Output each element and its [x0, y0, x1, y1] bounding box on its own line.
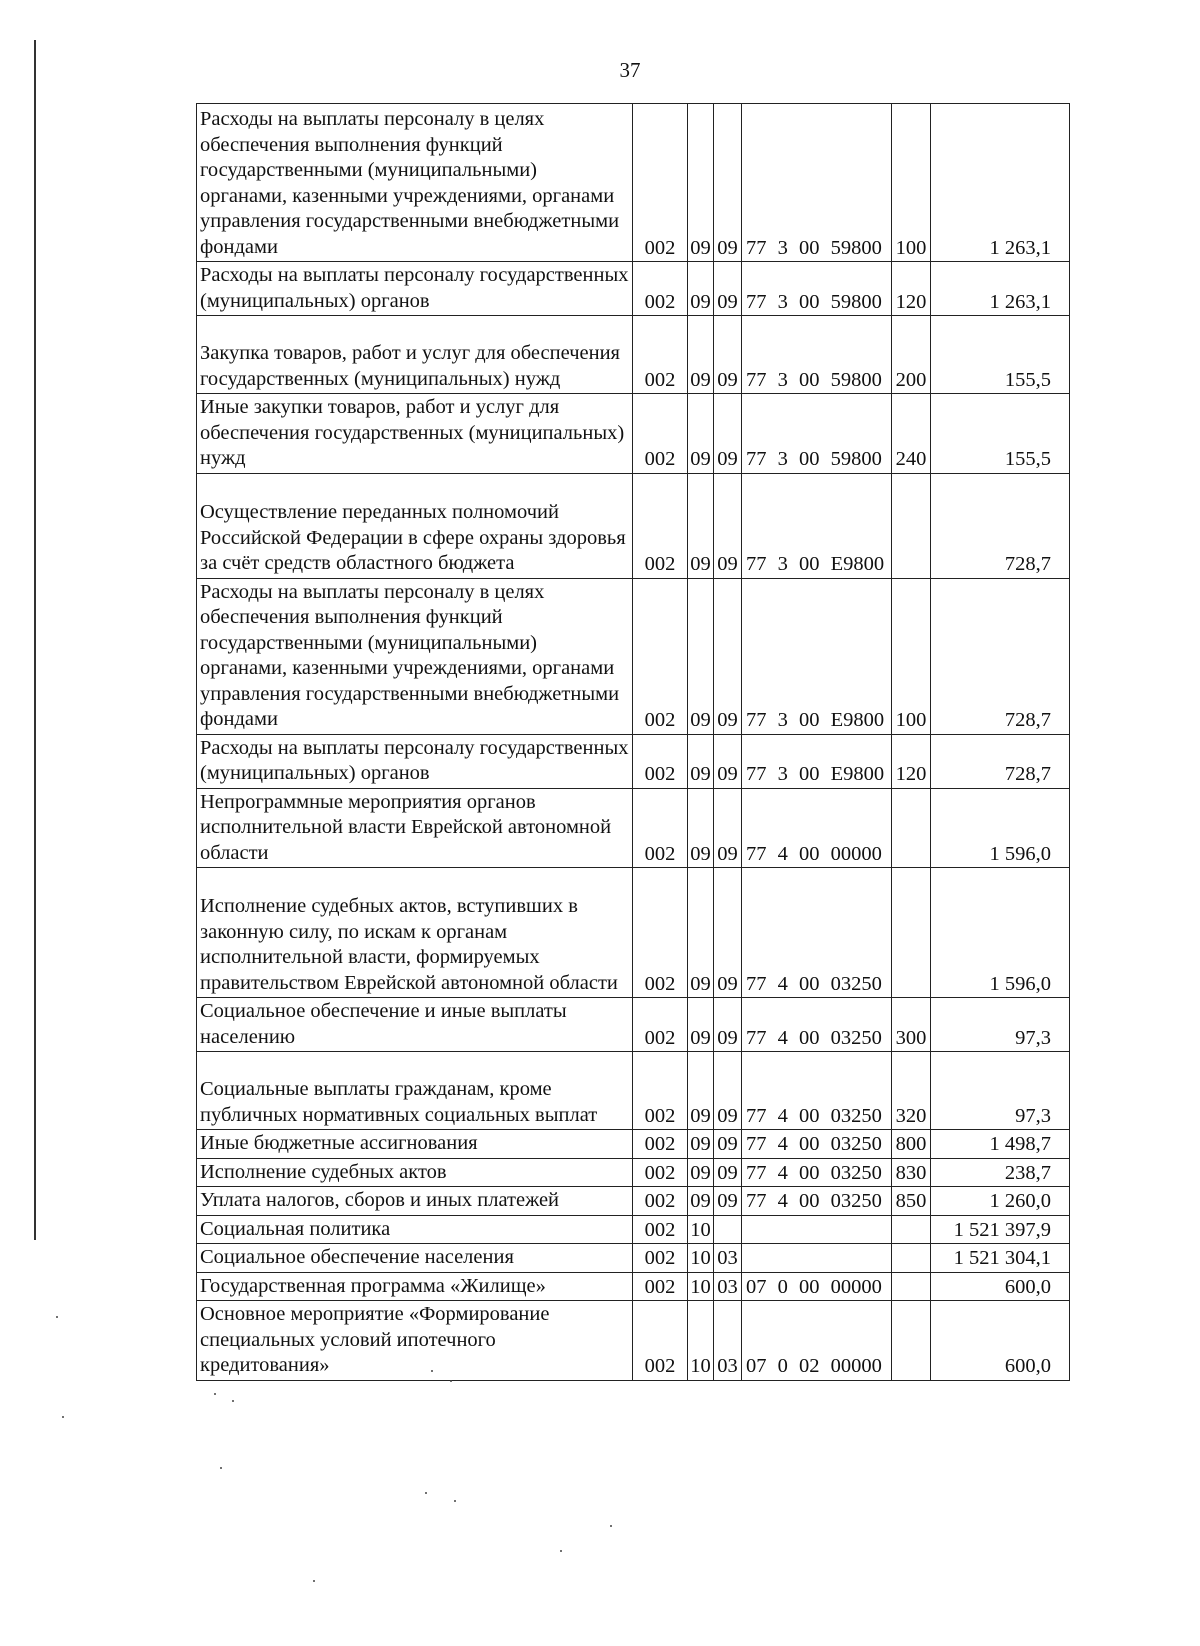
row-expense-type: 320	[892, 1052, 931, 1130]
row-ministry-code: 002	[633, 734, 688, 788]
row-name: Исполнение судебных актов	[197, 1158, 633, 1187]
table-row	[197, 998, 1070, 1052]
row-ministry-code: 002	[633, 262, 688, 316]
row-name: Социальная политика	[197, 1215, 633, 1244]
row-section-code: 09	[688, 394, 714, 474]
row-section-code: 09	[688, 104, 714, 262]
row-sum: 600,0	[931, 1272, 1070, 1301]
row-ministry-code: 002	[633, 1215, 688, 1244]
scan-speck	[450, 1380, 452, 1382]
row-target-article: 77 4 00 03250	[742, 998, 892, 1052]
row-sum: 1 596,0	[931, 868, 1070, 998]
table-row	[197, 1130, 1070, 1159]
row-subsection-code: 09	[714, 1130, 742, 1159]
table-row	[197, 1052, 1070, 1130]
row-target-article: 07 0 02 00000	[742, 1301, 892, 1381]
row-expense-type: 830	[892, 1158, 931, 1187]
row-subsection-code: 09	[714, 868, 742, 998]
row-section-code: 10	[688, 1244, 714, 1273]
row-ministry-code: 002	[633, 473, 688, 578]
row-target-article: 77 4 00 03250	[742, 1187, 892, 1216]
row-expense-type: 850	[892, 1187, 931, 1216]
row-sum: 728,7	[931, 734, 1070, 788]
row-ministry-code: 002	[633, 104, 688, 262]
row-section-code: 09	[688, 998, 714, 1052]
row-name: Расходы на выплаты персоналу государственных (муниципальных) органов	[197, 262, 633, 316]
table-row	[197, 1244, 1070, 1273]
row-section-code: 09	[688, 1158, 714, 1187]
table-row	[197, 104, 1070, 262]
row-target-article: 77 3 00 E9800	[742, 734, 892, 788]
table-row	[197, 262, 1070, 316]
budget-table	[196, 103, 1070, 1381]
table-row	[197, 734, 1070, 788]
page-number: 37	[619, 58, 641, 82]
scan-speck	[610, 1525, 612, 1527]
row-target-article: 77 4 00 03250	[742, 1052, 892, 1130]
row-name: Расходы на выплаты персоналу государственных (муниципальных) органов	[197, 734, 633, 788]
scan-speck	[431, 1370, 433, 1372]
scan-speck	[56, 1316, 58, 1318]
table-row	[197, 1187, 1070, 1216]
row-expense-type: 800	[892, 1130, 931, 1159]
row-sum: 1 263,1	[931, 262, 1070, 316]
table-row	[197, 1215, 1070, 1244]
row-ministry-code: 002	[633, 1301, 688, 1381]
row-ministry-code: 002	[633, 1187, 688, 1216]
row-expense-type	[892, 788, 931, 868]
binding-edge-line	[34, 40, 36, 1240]
row-target-article	[742, 1244, 892, 1273]
row-expense-type: 120	[892, 262, 931, 316]
row-expense-type	[892, 1244, 931, 1273]
row-target-article: 77 3 00 E9800	[742, 578, 892, 734]
row-name: Непрограммные мероприятия органов исполнительной власти Еврейской автономной области	[197, 788, 633, 868]
row-section-code: 09	[688, 1187, 714, 1216]
row-sum: 155,5	[931, 316, 1070, 394]
table-row	[197, 1272, 1070, 1301]
row-target-article: 77 4 00 00000	[742, 788, 892, 868]
row-expense-type: 240	[892, 394, 931, 474]
row-name: Осуществление переданных полномочий Российской Федерации в сфере охраны здоровья за счёт средств областного бюджета	[197, 473, 633, 578]
row-expense-type: 100	[892, 104, 931, 262]
row-expense-type: 120	[892, 734, 931, 788]
row-target-article: 77 3 00 59800	[742, 394, 892, 474]
row-subsection-code: 09	[714, 788, 742, 868]
scan-speck	[454, 1500, 456, 1502]
row-target-article: 77 3 00 E9800	[742, 473, 892, 578]
row-sum: 97,3	[931, 998, 1070, 1052]
row-subsection-code: 09	[714, 734, 742, 788]
table-row	[197, 394, 1070, 474]
table-row	[197, 1158, 1070, 1187]
table-row	[197, 473, 1070, 578]
row-ministry-code: 002	[633, 578, 688, 734]
row-sum: 155,5	[931, 394, 1070, 474]
row-target-article: 77 3 00 59800	[742, 316, 892, 394]
row-expense-type: 200	[892, 316, 931, 394]
row-name: Социальное обеспечение и иные выплаты населению	[197, 998, 633, 1052]
scan-speck	[220, 1467, 222, 1469]
row-subsection-code	[714, 1215, 742, 1244]
row-name: Расходы на выплаты персоналу в целях обеспечения выполнения функций государственными (муниципальными) органами, казенными учреждениями, органами управления государственными внебюджетными фондами	[197, 104, 633, 262]
table-row	[197, 1301, 1070, 1381]
row-ministry-code: 002	[633, 868, 688, 998]
row-name: Основное мероприятие «Формирование специальных условий ипотечного кредитования»	[197, 1301, 633, 1381]
row-subsection-code: 03	[714, 1244, 742, 1273]
scan-speck	[214, 1393, 216, 1395]
row-section-code: 09	[688, 316, 714, 394]
scan-speck	[313, 1580, 315, 1582]
row-subsection-code: 09	[714, 1052, 742, 1130]
row-expense-type	[892, 473, 931, 578]
table-row	[197, 316, 1070, 394]
row-section-code: 09	[688, 262, 714, 316]
row-subsection-code: 09	[714, 1187, 742, 1216]
scan-speck	[232, 1400, 234, 1402]
row-section-code: 09	[688, 788, 714, 868]
row-ministry-code: 002	[633, 394, 688, 474]
row-sum: 600,0	[931, 1301, 1070, 1381]
row-sum: 1 260,0	[931, 1187, 1070, 1216]
row-ministry-code: 002	[633, 1130, 688, 1159]
row-subsection-code: 09	[714, 998, 742, 1052]
row-section-code: 09	[688, 868, 714, 998]
row-sum: 97,3	[931, 1052, 1070, 1130]
row-sum: 728,7	[931, 578, 1070, 734]
row-target-article: 07 0 00 00000	[742, 1272, 892, 1301]
row-ministry-code: 002	[633, 788, 688, 868]
row-ministry-code: 002	[633, 1158, 688, 1187]
row-ministry-code: 002	[633, 316, 688, 394]
row-expense-type: 100	[892, 578, 931, 734]
row-expense-type	[892, 868, 931, 998]
row-ministry-code: 002	[633, 1272, 688, 1301]
row-target-article: 77 3 00 59800	[742, 104, 892, 262]
row-name: Уплата налогов, сборов и иных платежей	[197, 1187, 633, 1216]
row-sum: 1 521 304,1	[931, 1244, 1070, 1273]
row-subsection-code: 09	[714, 394, 742, 474]
row-subsection-code: 09	[714, 104, 742, 262]
row-name: Иные бюджетные ассигнования	[197, 1130, 633, 1159]
row-section-code: 10	[688, 1301, 714, 1381]
row-section-code: 09	[688, 1052, 714, 1130]
row-name: Социальные выплаты гражданам, кроме публичных нормативных социальных выплат	[197, 1052, 633, 1130]
table-body	[197, 104, 1070, 1381]
scan-speck	[560, 1550, 562, 1552]
row-expense-type	[892, 1215, 931, 1244]
row-name: Социальное обеспечение населения	[197, 1244, 633, 1273]
table-row	[197, 578, 1070, 734]
row-name: Расходы на выплаты персоналу в целях обеспечения выполнения функций государственными (муниципальными) органами, казенными учреждениями, органами управления государственными внебюджетными фондами	[197, 578, 633, 734]
row-subsection-code: 09	[714, 316, 742, 394]
row-section-code: 09	[688, 1130, 714, 1159]
row-subsection-code: 09	[714, 262, 742, 316]
row-section-code: 09	[688, 734, 714, 788]
row-name: Иные закупки товаров, работ и услуг для обеспечения государственных (муниципальных) нужд	[197, 394, 633, 474]
row-target-article: 77 3 00 59800	[742, 262, 892, 316]
row-subsection-code: 09	[714, 578, 742, 734]
row-ministry-code: 002	[633, 998, 688, 1052]
scan-speck	[425, 1492, 427, 1494]
row-target-article: 77 4 00 03250	[742, 1158, 892, 1187]
row-section-code: 10	[688, 1215, 714, 1244]
scan-speck	[62, 1416, 64, 1418]
row-target-article: 77 4 00 03250	[742, 1130, 892, 1159]
row-expense-type	[892, 1301, 931, 1381]
row-sum: 1 596,0	[931, 788, 1070, 868]
row-section-code: 10	[688, 1272, 714, 1301]
row-target-article: 77 4 00 03250	[742, 868, 892, 998]
row-sum: 1 498,7	[931, 1130, 1070, 1159]
row-ministry-code: 002	[633, 1244, 688, 1273]
table-row	[197, 868, 1070, 998]
row-target-article	[742, 1215, 892, 1244]
row-sum: 1 263,1	[931, 104, 1070, 262]
row-subsection-code: 03	[714, 1301, 742, 1381]
row-name: Государственная программа «Жилище»	[197, 1272, 633, 1301]
row-section-code: 09	[688, 578, 714, 734]
row-subsection-code: 03	[714, 1272, 742, 1301]
row-sum: 238,7	[931, 1158, 1070, 1187]
table-row	[197, 788, 1070, 868]
row-section-code: 09	[688, 473, 714, 578]
row-ministry-code: 002	[633, 1052, 688, 1130]
row-subsection-code: 09	[714, 1158, 742, 1187]
row-name: Закупка товаров, работ и услуг для обеспечения государственных (муниципальных) нужд	[197, 316, 633, 394]
row-sum: 1 521 397,9	[931, 1215, 1070, 1244]
row-sum: 728,7	[931, 473, 1070, 578]
row-expense-type: 300	[892, 998, 931, 1052]
row-expense-type	[892, 1272, 931, 1301]
row-name: Исполнение судебных актов, вступивших в законную силу, по искам к органам исполнительной власти, формируемых правительством Еврейской автономной области	[197, 868, 633, 998]
row-subsection-code: 09	[714, 473, 742, 578]
